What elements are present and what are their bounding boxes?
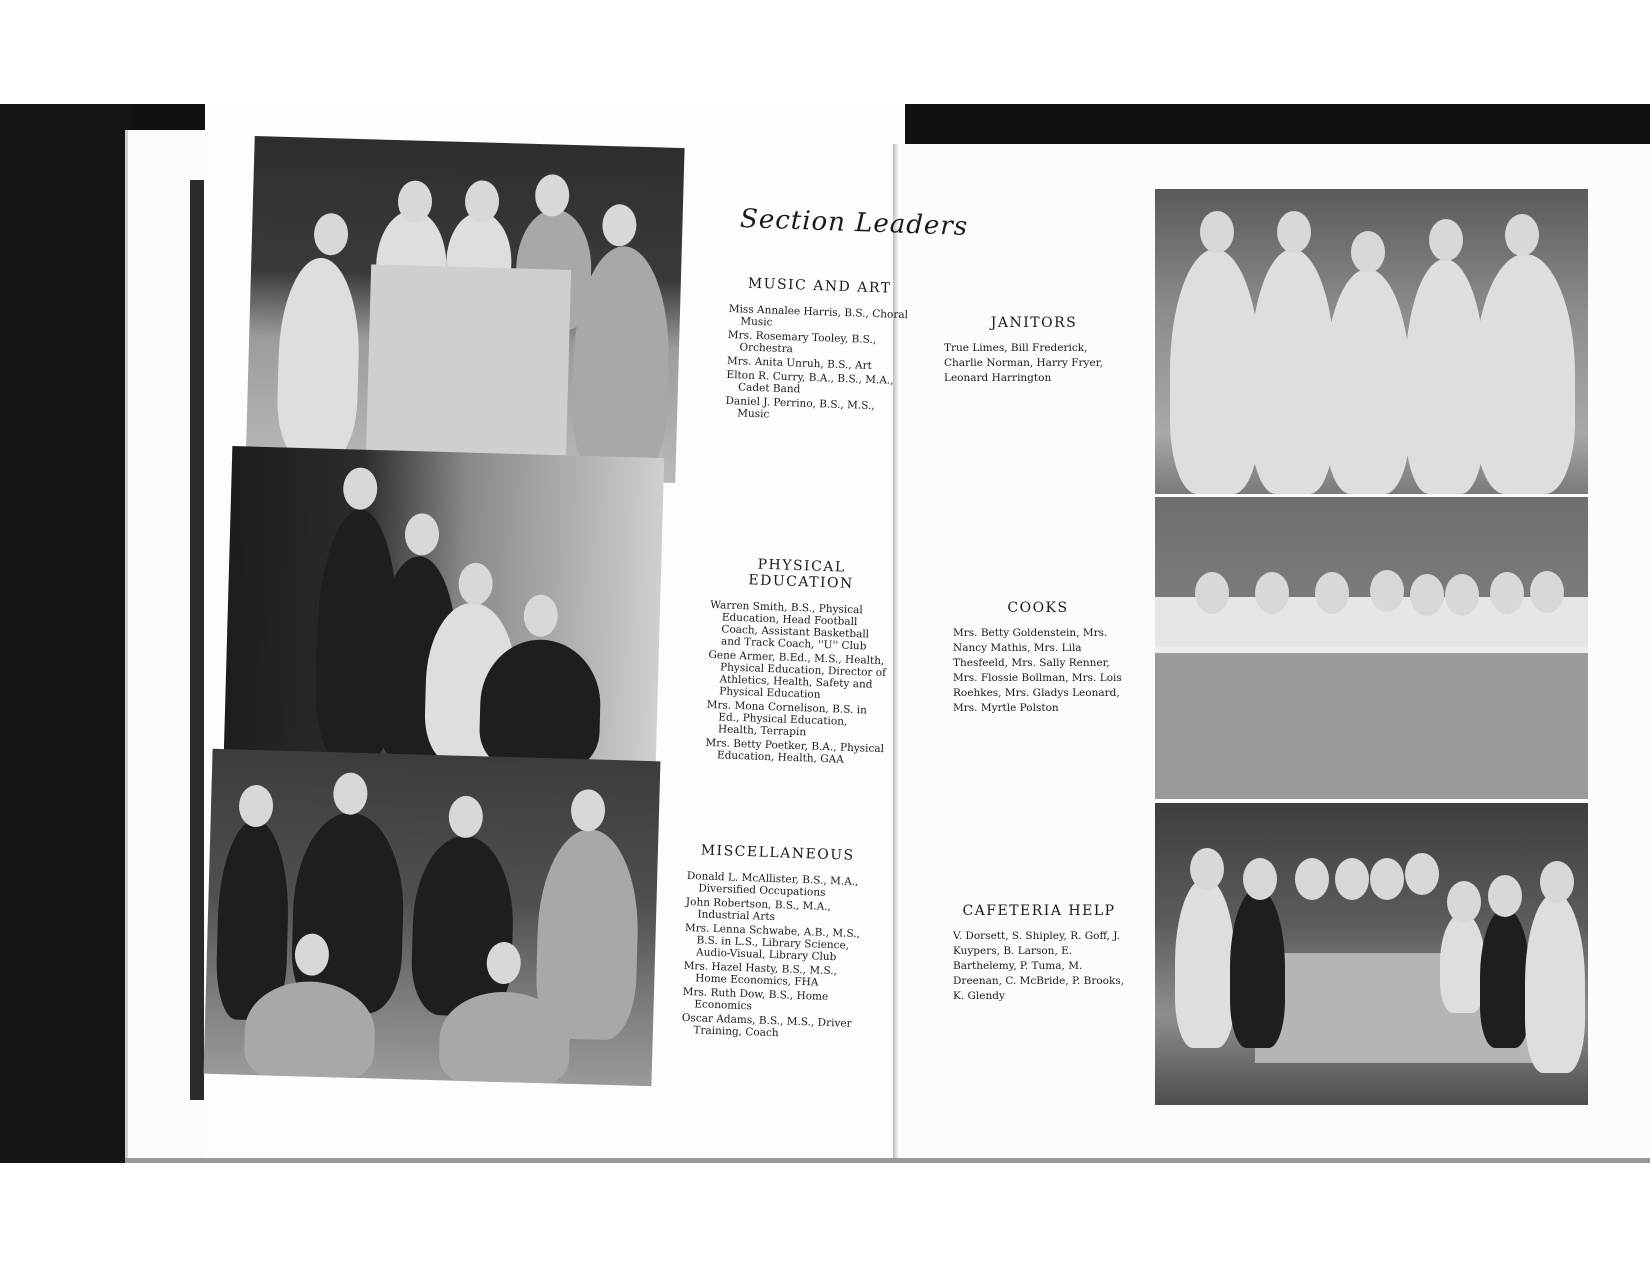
staff-entry: Mrs. Anita Unruh, B.S., Art [726,354,873,373]
figure-standing [1175,878,1235,1048]
figure-head [1190,848,1224,890]
figure-head [1243,858,1277,900]
photo-cooks [1155,497,1588,799]
section-heading: MUSIC AND ART [747,275,892,297]
section-heading: MISCELLANEOUS [700,842,855,864]
figure-head [1370,570,1404,612]
figure-standing [1230,888,1285,1048]
section-physical-education [705,555,892,769]
figure-head [404,513,439,556]
figure-head [486,942,521,985]
figure-standing [1405,259,1485,494]
staff-names: Mrs. Betty Goldenstein, Mrs. Nancy Mathis, Mrs. Lila Thesfeeld, Mrs. Sally Renner, Mrs. Flossie Bollman, Mrs. Lois Roehkes, Mrs. Gladys Leonard, Mrs. Myrtle Polston [953,627,1122,714]
staff-entry: Mrs. Betty Poetker, B.A., Physical Education, Health, GAA [705,736,885,766]
staff-names: V. Dorsett, S. Shipley, R. Goff, J. Kuypers, B. Larson, E. Barthelemy, P. Tuma, M. Dreenan, C. McBride, P. Brooks, K. Glendy [953,930,1125,1002]
serving-counter [1155,647,1588,799]
staff-entry: Donald L. McAllister, B.S., M.A., Diversified Occupations [686,869,859,899]
figure-head [602,204,637,247]
staff-entry: Mrs. Lenna Schwabe, A.B., M.S., B.S. in L.S., Library Science, Audio-Visual, Library Club [684,921,861,964]
figure-head [1488,875,1522,917]
figure-head [535,174,570,217]
staff-names: True Limes, Bill Frederick, Charlie Norman, Harry Fryer, Leonard Harrington [944,342,1103,384]
figure-head [570,789,605,832]
figure-head [1255,572,1289,614]
photo-physical-education [224,446,664,766]
staff-entry: Mrs. Ruth Dow, B.S., Home Economics [682,985,829,1013]
staff-entry: Mrs. Mona Cornelison, B.S. in Ed., Physical Education, Health, Terrapin [706,698,868,739]
staff-entry: Daniel J. Perrino, B.S., M.S., Music [725,394,875,421]
figure-head [238,785,273,828]
staff-entry: Elton R. Curry, B.A., B.S., M.A., Cadet Band [726,368,894,396]
staff-entry: Gene Armer, B.Ed., M.S., Health, Physical Education, Director of Athletics, Health, Safety and Physical Education [708,648,887,701]
staff-entry: John Robertson, B.S., M.A., Industrial Arts [685,895,832,924]
figure-head [458,562,493,605]
piano [366,264,571,460]
figure-standing [1525,893,1585,1073]
figure-head [1429,219,1463,261]
staff-entry: Oscar Adams, B.S., M.S., Driver Training, Coach [681,1011,852,1040]
figure-head [1315,572,1349,614]
photo-music-and-art [245,136,684,483]
figure-head [1295,858,1329,900]
figure-standing [1325,269,1410,494]
staff-entry: Warren Smith, B.S., Physical Education, Head Football Coach, Assistant Basketball and Track Coach, ''U'' Club [710,598,870,653]
figure-head [1490,572,1524,614]
scan-margin-bottom [0,1163,1650,1275]
figure-head [1530,571,1564,613]
figure-head [1370,858,1404,900]
figure-standing [1250,249,1335,494]
staff-entry: Mrs. Rosemary Tooley, B.S., Orchestra [727,328,877,356]
figure-head [333,772,368,815]
staff-entry: Mrs. Hazel Hasty, B.S., M.S., Home Economics, FHA [683,959,838,989]
figure-head [1505,214,1539,256]
section-janitors [944,315,1124,386]
figure-head [1335,858,1369,900]
figure-head [1447,881,1481,923]
section-miscellaneous [681,842,868,1044]
figure-standing [1440,913,1485,1013]
figure-head [1351,231,1385,273]
figure-head [523,594,558,637]
under-page-edge [190,180,204,1100]
section-heading: COOKS [1007,600,1069,616]
section-cafeteria-help [953,903,1125,1004]
figure-pianist [276,257,362,459]
figure-head [1195,572,1229,614]
figure-head [1445,574,1479,616]
figure-standing [1170,249,1260,494]
section-heading: PHYSICAL EDUCATION [748,556,855,592]
section-heading: JANITORS [990,315,1078,331]
section-music-and-art [725,275,910,427]
photo-cafeteria-help [1155,803,1588,1105]
staff-entry: Miss Annalee Harris, B.S., Choral Music [728,302,909,329]
figure-head [1200,211,1234,253]
section-cooks [953,600,1123,716]
figure-head [464,180,499,223]
figure-head [1405,853,1439,895]
section-heading: CAFETERIA HELP [962,903,1116,919]
figure-head [343,467,378,510]
figure-head [448,795,483,838]
photo-miscellaneous [204,749,661,1086]
photo-janitors [1155,189,1588,494]
figure-standing [1475,254,1575,494]
figure-head [1410,574,1444,616]
figure-head [1540,861,1574,903]
figure-standing [410,835,515,1018]
scan-border-left [0,104,130,1164]
figure-head [1277,211,1311,253]
figure-standing [1480,908,1530,1048]
page-title: Section Leaders [739,204,969,242]
figure-head [313,213,348,256]
